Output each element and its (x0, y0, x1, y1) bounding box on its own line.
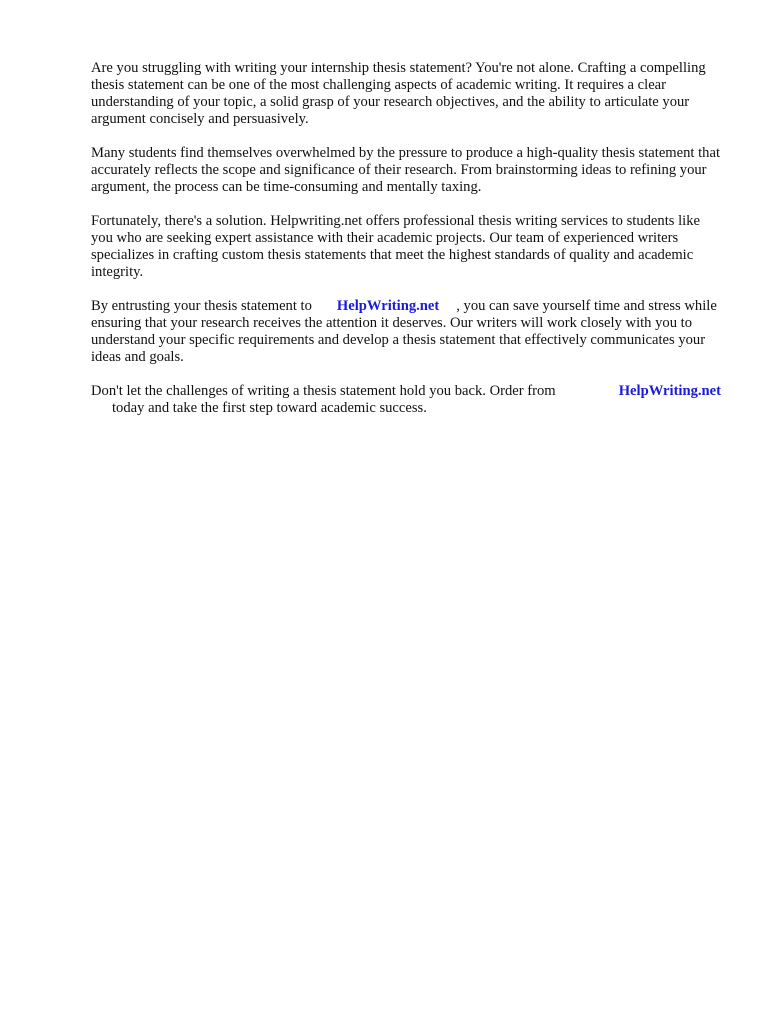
paragraph-entrusting-rest: , you can save yourself time and stress while ensuring that your research receives the attention it deserves. Our writers will work closely with you to understand your specific requirements and develop a thesis statement that effectively communicates your ideas and goals. (91, 298, 717, 365)
paragraph-entrusting-lead: By entrusting your thesis statement to (91, 298, 312, 314)
paragraph-intro: Are you struggling with writing your internship thesis statement? You're not alone. Crafting a compelling thesis statement can be one of the most challenging aspects of academic writing. It requires a clear understanding of your topic, a solid grasp of your research objectives, and the ability to articulate your argument concisely and persuasively. (91, 60, 706, 127)
paragraph-call-to-action (91, 383, 721, 417)
document-body (91, 60, 721, 434)
paragraph-solution: Fortunately, there's a solution. Helpwriting.net offers professional thesis writing services to students like you who are seeking expert assistance with their academic projects. Our team of experienced writers specializes in crafting custom thesis statements that meet the highest standards of quality and academic integrity. (91, 213, 700, 280)
paragraph-overwhelmed: Many students find themselves overwhelmed by the pressure to produce a high-quality thesis statement that accurately reflects the scope and significance of their research. From brainstorming ideas to refining your argument, the process can be time-consuming and mentally taxing. (91, 145, 721, 195)
call-to-action-lead: Don't let the challenges of writing a thesis statement hold you back. Order from (91, 383, 556, 399)
paragraph-entrusting (91, 298, 721, 366)
call-to-action-rest: today and take the first step toward academic success. (112, 400, 427, 416)
call-to-action-first-line (91, 383, 721, 400)
helpwriting-link-order[interactable]: HelpWriting.net (618, 383, 721, 399)
helpwriting-link-inline[interactable]: HelpWriting.net (336, 298, 440, 314)
